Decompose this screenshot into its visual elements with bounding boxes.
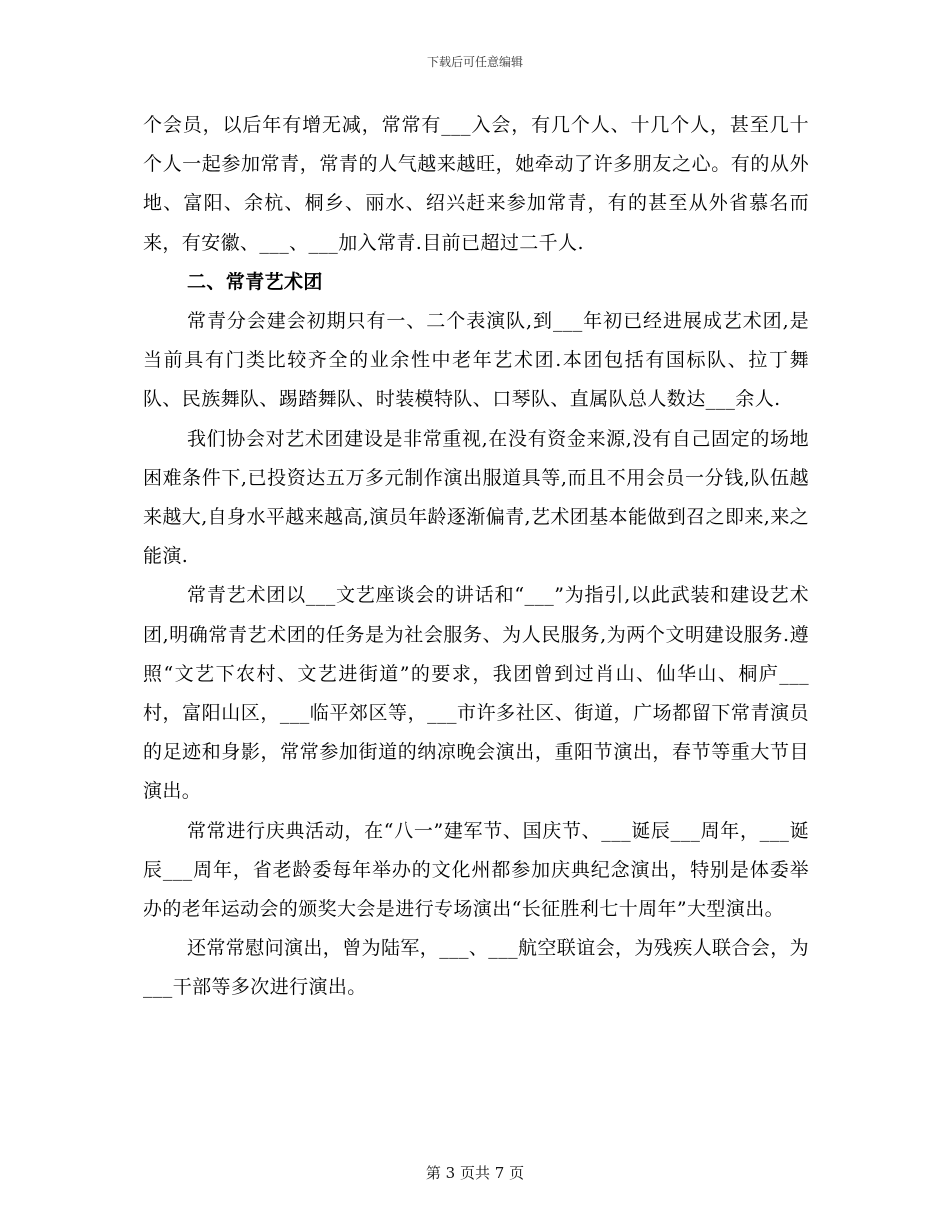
paragraph-troupe-founding: 常青分会建会初期只有一、二个表演队,到___年初已经进展成艺术团,是当前具有门类比较齐全的业余性中老年艺术团.本团包括有国标队、拉丁舞队、民族舞队、踢踏舞队、时装模特队、口琴队、直属队总人数达___余人. [143, 310, 809, 411]
page-header: 下载后可任意编辑 [426, 55, 523, 69]
paragraph-troupe-investment: 我们协会对艺术团建设是非常重视,在没有资金来源,没有自己固定的场地困难条件下,已投资达五万多元制作演出服道具等,而且不用会员一分钱,队伍越来越大,自身水平越来越高,演员年龄逐渐偏青,艺术团基本能做到召之即来,来之能演. [143, 427, 809, 568]
paragraph-members: 个会员，以后年有增无减，常常有___入会，有几个人、十几个人，甚至几十个人一起参加常青，常青的人气越来越旺，她牵动了许多朋友之心。有的从外地、富阳、余杭、桐乡、丽水、绍兴赶来参加常青，有的甚至从外省慕名而来，有安徽、___、___加入常青.目前已超过二千人. [143, 114, 809, 254]
paragraph-celebrations: 常常进行庆典活动，在“八一”建军节、国庆节、___诞辰___周年，___诞辰___周年，省老龄委每年举办的文化州都参加庆典纪念演出，特别是体委举办的老年运动会的颁奖大会是进行专场演出“长征胜利七十周年”大型演出。 [143, 819, 809, 921]
paragraph-troupe-mission: 常青艺术团以___文艺座谈会的讲话和“___”为指引,以此武装和建设艺术团,明确常青艺术团的任务是为社会服务、为人民服务,为两个文明建设服务.遵照“文艺下农村、文艺进街道”的要求，我团曾到过肖山、仙华山、桐庐___村，富阳山区，___临平郊区等，___市许多社区、街道，广场都留下常青演员的足迹和身影，常常参加街道的纳凉晚会演出，重阳节演出，春节等重大节目演出。 [143, 584, 809, 803]
section-heading-art-troupe: 二、常青艺术团 [187, 270, 323, 293]
paragraph-condolence-performances: 还常常慰问演出，曾为陆军，___、___航空联谊会，为残疾人联合会，为___干部等多次进行演出。 [143, 937, 810, 999]
document-body [143, 106, 809, 1008]
page-number-footer: 第 3 页共 7 页 [425, 1164, 525, 1182]
